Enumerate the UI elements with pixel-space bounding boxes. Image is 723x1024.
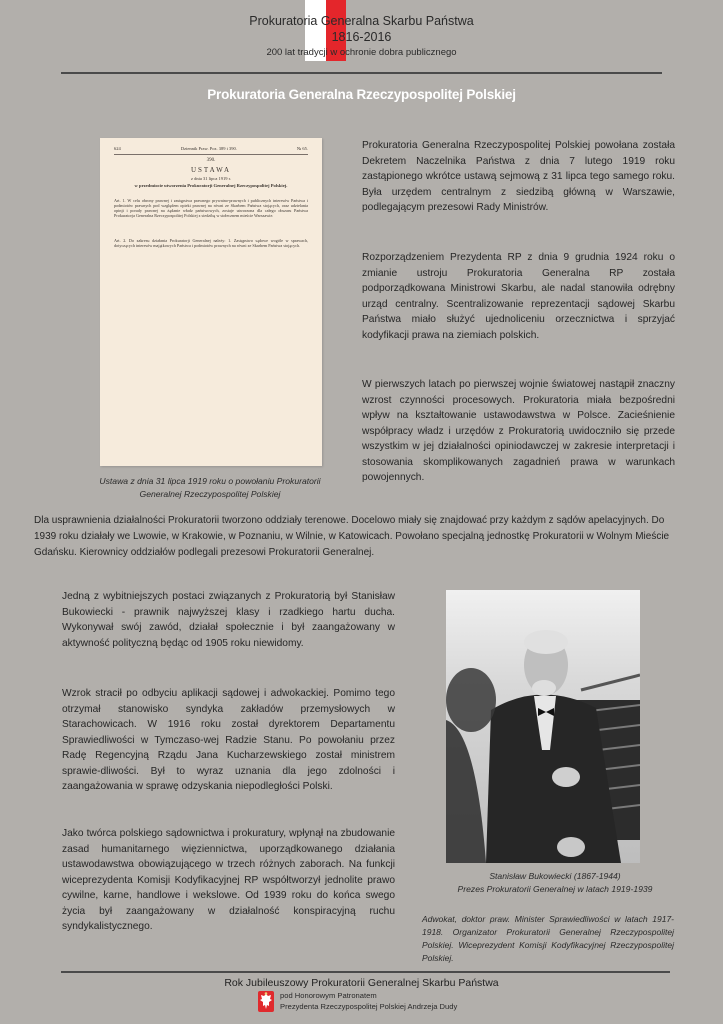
document-article-2: Art. 2. Do zakresu działania Prokuratorji Generalnej należy: 1. Zastępstwo sądowe wogóle w sprawach, dotyczących interesów majątkowych Państwa i podmiotów prawnych na równi ze Skarbem Państwa stojących.	[114, 238, 308, 248]
header-divider	[61, 72, 662, 74]
paragraph-founding: Prokuratoria Generalna Rzeczypospolitej Polskiej powołana została Dekretem Naczelnika Państwa z dnia 7 lutego 1919 roku zastąpionego wkrótce ustawą sejmową z 31 lipca tego samego roku. Była urzędem centralnym z siedzibą główną w Warszawie, podlegającym prezesowi Rady Ministrów.	[362, 140, 675, 213]
portrait-photo-illustration	[446, 590, 640, 863]
photo-caption-role: Prezes Prokuratorii Generalnej w latach 1919-1939	[457, 884, 653, 894]
document-number: 390.	[206, 158, 216, 163]
section-title: Prokuratoria Generalna Rzeczypospolitej Polskiej	[207, 87, 516, 102]
document-date: z dnia 31 lipca 1919 r.	[191, 176, 231, 181]
paragraph-postwar: W pierwszych latach po pierwszej wojnie światowej nastąpił znaczny wzrost czynności procesowych. Prokuratoria miała bezpośredni wpływ na kształtowanie ustawodawstwa w Polsce. Zacieśnienie współpracy władz i urzędów z Prokuratorią uwidoczniło się przede wszystkim w jej działalności opiniodawczej w zakresie interpretacji i stosowania skomplikowanych zagadnień prawa w warunkach powojennych.	[362, 379, 675, 483]
document-caption: Ustawa z dnia 31 lipca 1919 roku o powołaniu Prokuratorii Generalnej Rzeczypospolitej Polskiej	[99, 476, 321, 499]
paragraph-bukowiecki-career: Wzrok stracił po odbyciu aplikacji sądowej i adwokackiej. Pomimo tego otrzymał stanowisko syndyka zakładów przemysłowych w Starachowicach. W 1916 roku został dyrektorem Departamentu Sprawiedliwości w Tymczaso-wej Radzie Stanu. Po powołaniu przez Radę Regencyjną Rządu Jana Kucharzewskiego został ministrem sprawie-dliwości. Był to wyraz uznania dla jego zdolności i zaangażowania w sprawę odzyskania niepodległości Polski.	[62, 688, 395, 792]
paragraph-bukowiecki-intro: Jedną z wybitniejszych postaci związanych z Prokuratorią był Stanisław Bukowiecki - prawnik najwyższej klasy i rzadkiego hartu ducha. Wykonywał swój zawód, działał społecznie i był zaangażowany w aktywność polityczną będąc od 1905 roku niewidomy.	[62, 591, 395, 649]
polish-eagle-emblem-icon	[258, 991, 274, 1012]
document-issue: № 65.	[296, 146, 308, 151]
paragraph-1924-reform: Rozporządzeniem Prezydenta RP z dnia 9 grudnia 1924 roku o zmianie ustroju Prokuratoria Generalna RP została podporządkowana Ministrowi Skarbu, ale nadal stanowiła odrębny urząd centralny. Scentralizowanie reprezentacji sądowej Skarbu Państwa miało służyć ujednoliceniu orzecznictwa i sprzyjać kodyfikacji prawa na ziemiach polskich.	[362, 252, 675, 341]
footer-patronage-line: pod Honorowym Patronatem	[280, 991, 377, 1000]
photo-description: Adwokat, doktor praw. Minister Sprawiedliwości w latach 1917-1918. Organizator Prokuratorii Generalnej Rzeczypospolitej Polskiej. Wiceprezydent Komisji Kodyfikacyjnej Rzeczypospolitej Polskiej.	[422, 914, 674, 963]
document-article-1: Art. 1. W celu obrony prawnej i zastępstwa prawnego prywatno-prawnych i publicznych interesów Państwa i podmiotów prawnych pod względem opieki prawnej na równi ze Skarbem Państwa stojących, oraz udzielania opinji i porady prawnej na żądanie władz państwowych, zostaje utworzona dla całego obszaru Państwa Prokuratorja Generalna Rzeczypospolitej Polskiej z siedzibą w stołecznem mieście Warszawie.	[114, 198, 308, 218]
document-rule	[114, 154, 308, 155]
header-subtitle: 200 lat tradycji w ochronie dobra publicznego	[266, 47, 457, 58]
footer-title: Rok Jubileuszowy Prokuratorii Generalnej Skarbu Państwa	[224, 977, 499, 989]
document-page: 624	[114, 146, 121, 151]
footer-patron-name: Prezydenta Rzeczypospolitej Polskiej Andrzeja Dudy	[280, 1002, 458, 1011]
header-years: 1816-2016	[331, 30, 392, 44]
document-header	[114, 146, 308, 151]
paragraph-bukowiecki-legacy: Jako twórca polskiego sądownictwa i prokuratury, wpłynął na zbudowanie zasad humanitarnego więziennictwa, uporządkowanego działania ustawodawstwa obowiązującego w trzech różnych zaborach. Na funkcji wiceprezydenta Komisji Kodyfikacyjnej RP współtworzył jednolite prawo cywilne, karne, handlowe i wekslowe. Od 1939 roku do końca swego życia był zaangażowany w działalność konspiracyjną ruchu syndykalistycznego.	[62, 828, 395, 932]
photo-caption-name: Stanisław Bukowiecki (1867-1944)	[489, 871, 621, 881]
document-journal: Dziennik Praw. Poz. 389 i 390.	[180, 146, 237, 151]
paragraph-branches: Dla usprawnienia działalności Prokuratorii tworzono oddziały terenowe. Docelowo miały się znajdować przy każdym z sądów apelacyjnych. Do 1939 roku działały we Lwowie, w Krakowie, w Poznaniu, w Wilnie, w Katowicach. Powołano specjalną jednostkę Prokuratorii w Wolnym Mieście Gdańsku. Kierownicy oddziałów podlegali prezesowi Prokuratorii Generalnej.	[34, 515, 670, 558]
document-subject: w przedmiocie utworzenia Prokuratorji Generalnej Rzeczypospolitej Polskiej.	[134, 183, 288, 188]
document-heading: USTAWA	[190, 166, 232, 174]
photo-caption	[410, 870, 700, 896]
header-title: Prokuratoria Generalna Skarbu Państwa	[249, 14, 474, 28]
portrait-photo	[446, 590, 640, 863]
document-scan-image	[100, 138, 322, 466]
footer-divider	[61, 971, 670, 973]
